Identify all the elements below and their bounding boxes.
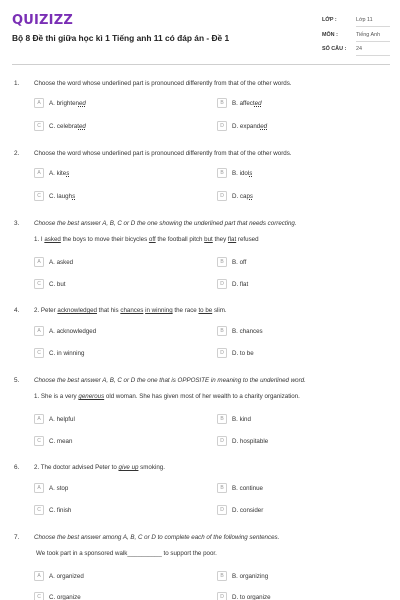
option-letter: A	[34, 168, 44, 178]
meta-count-label: SỐ CÂU :	[322, 46, 347, 52]
option-letter: D	[217, 348, 227, 358]
option-letter: D	[217, 592, 227, 600]
option-text: C. in winning	[49, 350, 85, 357]
option-d[interactable]	[217, 348, 347, 359]
option-letter: D	[217, 505, 227, 515]
option-text: B. off	[232, 259, 247, 266]
option-c[interactable]	[34, 279, 164, 290]
option-text: D. consider	[232, 507, 264, 514]
meta-subject-label: MÔN :	[322, 32, 338, 38]
option-text: C. mean	[49, 438, 73, 445]
option-d[interactable]	[217, 592, 347, 600]
option-c[interactable]	[34, 592, 164, 600]
question-number: 6.	[14, 464, 20, 471]
option-letter: B	[217, 571, 227, 581]
option-c[interactable]	[34, 436, 164, 447]
option-b[interactable]	[217, 168, 347, 179]
option-text: B. continue	[232, 485, 263, 492]
option-a[interactable]	[34, 571, 164, 582]
option-text: D. flat	[232, 281, 249, 288]
option-d[interactable]	[217, 279, 347, 290]
question-sentence: 1. She is a very generous old woman. She has given most of her wealth to a charity organization.	[34, 393, 300, 400]
option-text: C. celebrated	[49, 123, 86, 130]
question-sentence: 1. I asked the boys to move their bicycles off the football pitch but they flat refused	[34, 236, 259, 243]
option-letter: C	[34, 279, 44, 289]
option-letter: B	[217, 326, 227, 336]
option-text: A. brightened	[49, 100, 86, 107]
option-c[interactable]	[34, 191, 164, 202]
option-b[interactable]	[217, 414, 347, 425]
option-b[interactable]	[217, 257, 347, 268]
option-letter: C	[34, 592, 44, 600]
option-d[interactable]	[217, 505, 347, 516]
option-letter: A	[34, 257, 44, 267]
option-b[interactable]	[217, 326, 347, 337]
option-text: A. kites	[49, 170, 70, 177]
meta-divider	[356, 26, 390, 27]
question-number: 4.	[14, 307, 20, 314]
option-c[interactable]	[34, 505, 164, 516]
question-text: 2. The doctor advised Peter to give up smoking.	[34, 464, 165, 471]
option-text: A. asked	[49, 259, 74, 266]
question-text: Choose the best answer A, B, C or D the one that is OPPOSITE in meaning to the underlined word.	[34, 377, 306, 384]
option-letter: D	[217, 121, 227, 131]
option-a[interactable]	[34, 414, 164, 425]
option-text: D. to organize	[232, 594, 271, 600]
option-text: D. to be	[232, 350, 254, 357]
meta-divider	[356, 55, 390, 56]
page-header	[0, 0, 400, 66]
option-text: A. stop	[49, 485, 69, 492]
quizizz-logo: QUIZIZZ	[12, 13, 73, 28]
document-title: Bộ 8 Đề thi giữa học kì 1 Tiếng anh 11 có đáp án - Đề 1	[12, 33, 230, 43]
option-text: C. finish	[49, 507, 72, 514]
option-d[interactable]	[217, 191, 347, 202]
option-letter: C	[34, 191, 44, 201]
option-text: A. organized	[49, 573, 84, 580]
option-letter: D	[217, 436, 227, 446]
question-number: 2.	[14, 150, 20, 157]
question-number: 3.	[14, 220, 20, 227]
option-letter: C	[34, 348, 44, 358]
option-a[interactable]	[34, 168, 164, 179]
question-number: 7.	[14, 534, 20, 541]
option-text: B. idols	[232, 170, 253, 177]
option-text: A. acknowledged	[49, 328, 97, 335]
option-letter: C	[34, 436, 44, 446]
option-letter: A	[34, 98, 44, 108]
option-a[interactable]	[34, 326, 164, 337]
option-text: C. but	[49, 281, 66, 288]
option-letter: D	[217, 191, 227, 201]
option-letter: C	[34, 505, 44, 515]
option-letter: C	[34, 121, 44, 131]
question-sentence: We took part in a sponsored walk__________ to support the poor.	[36, 550, 217, 557]
option-text: C. laughs	[49, 193, 76, 200]
option-letter: B	[217, 414, 227, 424]
option-letter: D	[217, 279, 227, 289]
question-text: Choose the best answer among A, B, C or D to complete each of the following sentences.	[34, 534, 280, 541]
option-letter: A	[34, 326, 44, 336]
meta-subject-value: Tiếng Anh	[356, 32, 381, 38]
meta-count-value: 24	[356, 46, 362, 52]
question-number: 1.	[14, 80, 20, 87]
option-text: C. organize	[49, 594, 81, 600]
option-a[interactable]	[34, 98, 164, 109]
question-number: 5.	[14, 377, 20, 384]
option-text: D. caps	[232, 193, 253, 200]
option-letter: B	[217, 98, 227, 108]
option-letter: A	[34, 483, 44, 493]
question-text: Choose the word whose underlined part is pronounced differently from that of the other words.	[34, 80, 292, 87]
option-letter: A	[34, 571, 44, 581]
option-letter: A	[34, 414, 44, 424]
meta-divider	[356, 41, 390, 42]
option-d[interactable]	[217, 121, 347, 132]
question-text: Choose the word whose underlined part is pronounced differently from that of the other words.	[34, 150, 292, 157]
meta-class-label: LỚP :	[322, 17, 337, 23]
header-divider	[12, 64, 390, 65]
option-letter: B	[217, 483, 227, 493]
option-b[interactable]	[217, 483, 347, 494]
meta-class-value: Lớp 11	[356, 17, 373, 23]
option-c[interactable]	[34, 348, 164, 359]
option-c[interactable]	[34, 121, 164, 132]
option-text: B. organizing	[232, 573, 269, 580]
option-letter: B	[217, 257, 227, 267]
option-text: A. helpful	[49, 416, 75, 423]
option-d[interactable]	[217, 436, 347, 447]
question-text: 2. Peter acknowledged that his chances in winning the race to be slim.	[34, 307, 227, 314]
option-text: B. affected	[232, 100, 262, 107]
option-a[interactable]	[34, 483, 164, 494]
option-text: B. kind	[232, 416, 251, 423]
question-text: Choose the best answer A, B, C or D the one showing the underlined part that needs correcting.	[34, 220, 297, 227]
option-text: D. expanded	[232, 123, 268, 130]
option-b[interactable]	[217, 571, 347, 582]
option-letter: B	[217, 168, 227, 178]
option-text: D. hospitable	[232, 438, 269, 445]
option-a[interactable]	[34, 257, 164, 268]
option-text: B. chances	[232, 328, 263, 335]
option-b[interactable]	[217, 98, 347, 109]
